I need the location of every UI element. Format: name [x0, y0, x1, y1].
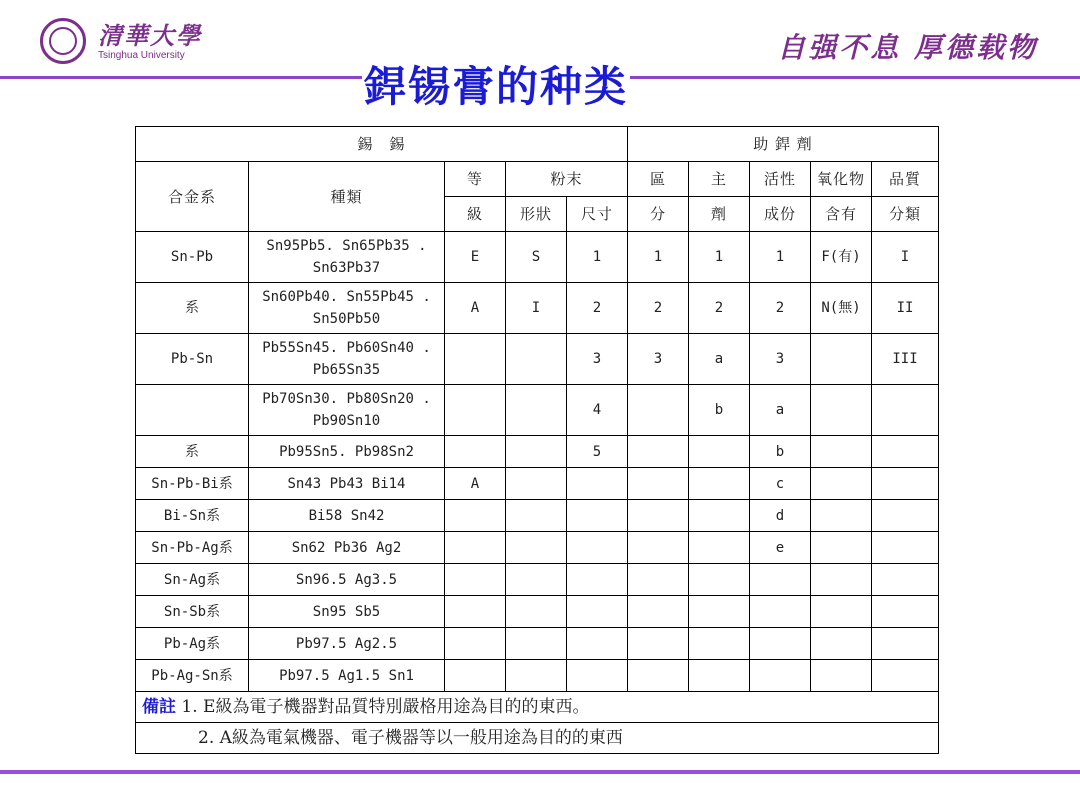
cell-oxide — [811, 596, 872, 628]
cell-alloy: Sn-Sb系 — [136, 596, 249, 628]
cell-oxide — [811, 564, 872, 596]
cell-type: Bi58 Sn42 — [249, 500, 445, 532]
cell-class — [628, 385, 689, 436]
table-row — [136, 596, 939, 628]
cell-class: 3 — [628, 334, 689, 385]
cell-alloy: Sn-Pb-Bi系 — [136, 468, 249, 500]
cell-size: 1 — [567, 232, 628, 283]
table-row — [136, 564, 939, 596]
cell-grade — [445, 334, 506, 385]
cell-main: b — [689, 385, 750, 436]
cell-grade — [445, 500, 506, 532]
cell-main: 1 — [689, 232, 750, 283]
cell-shape — [506, 436, 567, 468]
note-1: 1. E級為電子機器對品質特別嚴格用途為目的的東西。 — [181, 697, 590, 717]
header-solder: 錫 錫 — [136, 127, 628, 162]
cell-quality — [872, 564, 939, 596]
cell-oxide — [811, 334, 872, 385]
logo-chinese: 清華大學 — [98, 21, 202, 50]
cell-main — [689, 628, 750, 660]
header-flux: 助 銲 劑 — [628, 127, 939, 162]
cell-type: Pb97.5 Ag2.5 — [249, 628, 445, 660]
logo-english: Tsinghua University — [98, 50, 185, 61]
header-shape: 形狀 — [506, 197, 567, 232]
header-quality-bottom: 分類 — [872, 197, 939, 232]
cell-active: d — [750, 500, 811, 532]
solder-paste-table — [135, 126, 939, 754]
cell-class: 2 — [628, 283, 689, 334]
cell-quality — [872, 468, 939, 500]
cell-grade — [445, 436, 506, 468]
cell-alloy: Pb-Sn — [136, 334, 249, 385]
notes-row-1 — [136, 692, 939, 723]
cell-active: c — [750, 468, 811, 500]
cell-active: b — [750, 436, 811, 468]
cell-main — [689, 660, 750, 692]
cell-shape: S — [506, 232, 567, 283]
cell-oxide — [811, 628, 872, 660]
cell-grade — [445, 385, 506, 436]
cell-shape — [506, 334, 567, 385]
cell-quality — [872, 436, 939, 468]
cell-size — [567, 628, 628, 660]
header-class-bottom: 分 — [628, 197, 689, 232]
cell-active — [750, 596, 811, 628]
cell-class — [628, 564, 689, 596]
cell-grade — [445, 660, 506, 692]
cell-type: Pb55Sn45. Pb60Sn40 . Pb65Sn35 — [249, 334, 445, 385]
cell-active: e — [750, 532, 811, 564]
table-row — [136, 232, 939, 283]
cell-oxide — [811, 468, 872, 500]
cell-type: Sn62 Pb36 Ag2 — [249, 532, 445, 564]
cell-active — [750, 628, 811, 660]
cell-grade — [445, 596, 506, 628]
header-main-bottom: 劑 — [689, 197, 750, 232]
table-row — [136, 283, 939, 334]
header-alloy: 合金系 — [136, 162, 249, 232]
cell-oxide: N(無) — [811, 283, 872, 334]
cell-type: Pb70Sn30. Pb80Sn20 . Pb90Sn10 — [249, 385, 445, 436]
cell-class — [628, 500, 689, 532]
cell-shape: I — [506, 283, 567, 334]
cell-shape — [506, 564, 567, 596]
cell-shape — [506, 385, 567, 436]
header-powder: 粉末 — [506, 162, 628, 197]
cell-size: 3 — [567, 334, 628, 385]
cell-type: Sn95Pb5. Sn65Pb35 . Sn63Pb37 — [249, 232, 445, 283]
cell-main: 2 — [689, 283, 750, 334]
cell-alloy: Bi-Sn系 — [136, 500, 249, 532]
footer-divider — [0, 770, 1080, 774]
cell-alloy: Pb-Ag-Sn系 — [136, 660, 249, 692]
cell-grade — [445, 564, 506, 596]
cell-class — [628, 628, 689, 660]
cell-size — [567, 564, 628, 596]
table-row — [136, 385, 939, 436]
cell-shape — [506, 628, 567, 660]
cell-alloy: Sn-Ag系 — [136, 564, 249, 596]
cell-main — [689, 500, 750, 532]
cell-active: a — [750, 385, 811, 436]
note-2: 2. A級為電氣機器、電子機器等以一般用途為目的的東西 — [198, 728, 623, 748]
notes-label: 備註 — [142, 697, 176, 717]
cell-main — [689, 596, 750, 628]
cell-main: a — [689, 334, 750, 385]
cell-active: 1 — [750, 232, 811, 283]
header-type: 種類 — [249, 162, 445, 232]
cell-active — [750, 660, 811, 692]
table-row — [136, 334, 939, 385]
cell-oxide: F(有) — [811, 232, 872, 283]
cell-quality: II — [872, 283, 939, 334]
cell-type: Sn43 Pb43 Bi14 — [249, 468, 445, 500]
cell-active: 3 — [750, 334, 811, 385]
table-row — [136, 532, 939, 564]
cell-shape — [506, 500, 567, 532]
cell-quality — [872, 532, 939, 564]
cell-quality — [872, 660, 939, 692]
cell-alloy: Sn-Pb — [136, 232, 249, 283]
cell-grade: A — [445, 283, 506, 334]
cell-size — [567, 500, 628, 532]
cell-size — [567, 532, 628, 564]
cell-main — [689, 468, 750, 500]
header-oxide-top: 氧化物 — [811, 162, 872, 197]
table-row — [136, 628, 939, 660]
cell-main — [689, 532, 750, 564]
page-title: 銲锡膏的种类 — [362, 60, 630, 114]
table-row — [136, 500, 939, 532]
cell-class — [628, 436, 689, 468]
cell-class — [628, 660, 689, 692]
cell-class — [628, 468, 689, 500]
header-size: 尺寸 — [567, 197, 628, 232]
cell-size — [567, 468, 628, 500]
tsinghua-seal-icon — [40, 18, 86, 64]
cell-oxide — [811, 500, 872, 532]
header-oxide-bottom: 含有 — [811, 197, 872, 232]
cell-oxide — [811, 385, 872, 436]
table-row — [136, 468, 939, 500]
cell-grade: E — [445, 232, 506, 283]
cell-alloy — [136, 385, 249, 436]
header-grade-bottom: 級 — [445, 197, 506, 232]
cell-main — [689, 564, 750, 596]
cell-alloy: 系 — [136, 283, 249, 334]
header-quality-top: 品質 — [872, 162, 939, 197]
cell-alloy: Sn-Pb-Ag系 — [136, 532, 249, 564]
header-main-top: 主 — [689, 162, 750, 197]
cell-shape — [506, 596, 567, 628]
cell-shape — [506, 468, 567, 500]
cell-class: 1 — [628, 232, 689, 283]
cell-quality — [872, 628, 939, 660]
cell-shape — [506, 660, 567, 692]
cell-active — [750, 564, 811, 596]
cell-oxide — [811, 436, 872, 468]
cell-quality — [872, 596, 939, 628]
cell-quality — [872, 385, 939, 436]
cell-class — [628, 596, 689, 628]
cell-type: Sn96.5 Ag3.5 — [249, 564, 445, 596]
table-row — [136, 436, 939, 468]
cell-oxide — [811, 532, 872, 564]
header-grade-top: 等 — [445, 162, 506, 197]
table-row — [136, 660, 939, 692]
cell-type: Pb97.5 Ag1.5 Sn1 — [249, 660, 445, 692]
cell-alloy: 系 — [136, 436, 249, 468]
cell-type: Pb95Sn5. Pb98Sn2 — [249, 436, 445, 468]
cell-grade: A — [445, 468, 506, 500]
cell-size — [567, 660, 628, 692]
cell-active: 2 — [750, 283, 811, 334]
motto: 自强不息 厚德载物 — [777, 31, 1038, 64]
cell-alloy: Pb-Ag系 — [136, 628, 249, 660]
cell-size: 2 — [567, 283, 628, 334]
cell-size — [567, 596, 628, 628]
cell-main — [689, 436, 750, 468]
cell-quality — [872, 500, 939, 532]
cell-oxide — [811, 660, 872, 692]
cell-class — [628, 532, 689, 564]
cell-quality: III — [872, 334, 939, 385]
cell-quality: I — [872, 232, 939, 283]
cell-type: Sn60Pb40. Sn55Pb45 . Sn50Pb50 — [249, 283, 445, 334]
cell-type: Sn95 Sb5 — [249, 596, 445, 628]
cell-grade — [445, 532, 506, 564]
cell-size: 5 — [567, 436, 628, 468]
cell-size: 4 — [567, 385, 628, 436]
header-active-top: 活性 — [750, 162, 811, 197]
cell-grade — [445, 628, 506, 660]
cell-shape — [506, 532, 567, 564]
header-class-top: 區 — [628, 162, 689, 197]
notes-row-2 — [136, 723, 939, 754]
header-active-bottom: 成份 — [750, 197, 811, 232]
